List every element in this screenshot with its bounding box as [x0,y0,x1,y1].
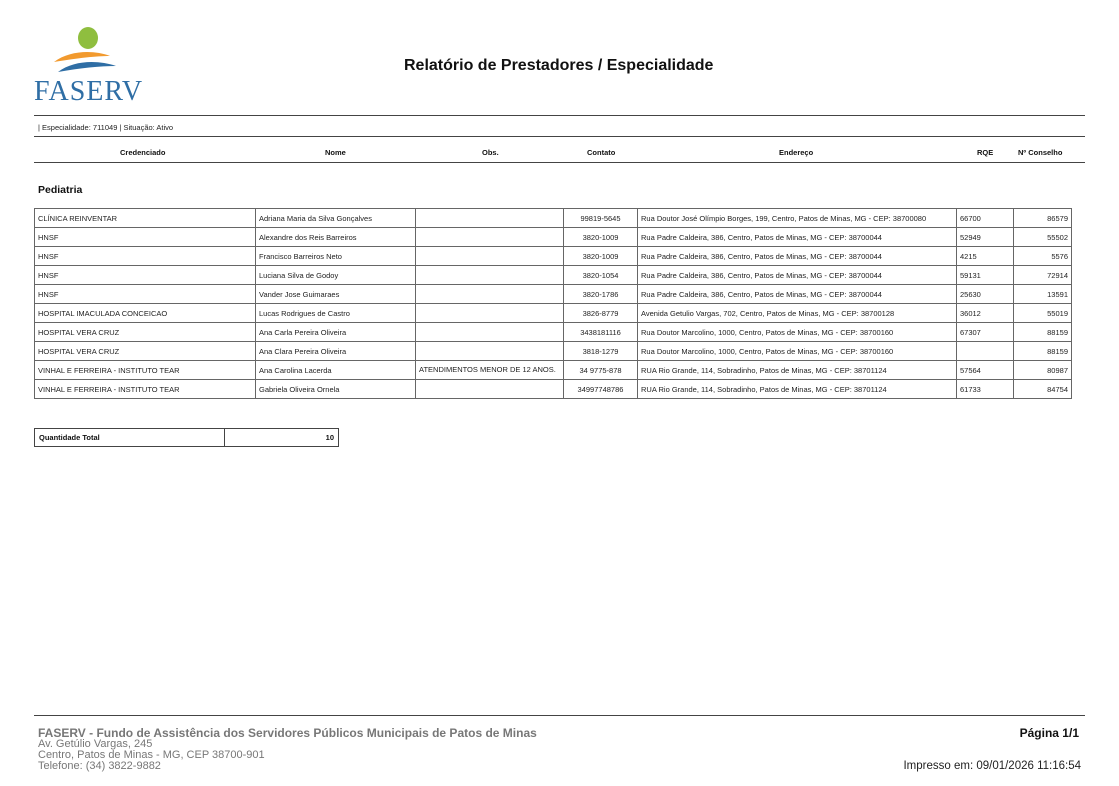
cell-credenciado: HOSPITAL VERA CRUZ [35,323,256,342]
cell-credenciado: HNSF [35,266,256,285]
col-header-nome: Nome [325,148,346,157]
cell-obs [416,342,564,361]
cell-nome: Adriana Maria da Silva Gonçalves [256,209,416,228]
cell-contato: 3820-1786 [564,285,638,304]
cell-endereco: Rua Doutor Marcolino, 1000, Centro, Patos de Minas, MG - CEP: 38700160 [638,323,957,342]
col-header-conselho: Nº Conselho [1018,148,1063,157]
cell-nome: Ana Carolina Lacerda [256,361,416,380]
footer-phone: Telefone: (34) 3822-9882 [38,760,161,772]
cell-credenciado: VINHAL E FERREIRA - INSTITUTO TEAR [35,361,256,380]
cell-conselho: 84754 [1014,380,1072,399]
page-number: Página 1/1 [1019,726,1079,740]
cell-endereco: Avenida Getulio Vargas, 702, Centro, Patos de Minas, MG - CEP: 38700128 [638,304,957,323]
faserv-logo [34,26,144,106]
cell-contato: 34 9775-878 [564,361,638,380]
cell-credenciado: HNSF [35,285,256,304]
cell-nome: Lucas Rodrigues de Castro [256,304,416,323]
cell-conselho: 88159 [1014,323,1072,342]
table-row [35,323,1072,342]
col-header-contato: Contato [587,148,616,157]
cell-nome: Ana Carla Pereira Oliveira [256,323,416,342]
cell-obs [416,304,564,323]
cell-conselho: 55502 [1014,228,1072,247]
cell-rqe: 61733 [957,380,1014,399]
col-header-credenciado: Credenciado [120,148,166,157]
cell-credenciado: CLÍNICA REINVENTAR [35,209,256,228]
column-header-bottom-divider [34,162,1085,163]
table-row [35,266,1072,285]
column-headers [34,148,1085,160]
cell-obs [416,323,564,342]
cell-endereco: Rua Doutor José Olímpio Borges, 199, Centro, Patos de Minas, MG - CEP: 38700080 [638,209,957,228]
header-divider [34,115,1085,116]
faserv-logo-mark-icon [48,26,118,78]
cell-endereco: RUA Rio Grande, 114, Sobradinho, Patos de Minas, MG - CEP: 38701124 [638,380,957,399]
cell-rqe: 57564 [957,361,1014,380]
table-row [35,247,1072,266]
cell-endereco: RUA Rio Grande, 114, Sobradinho, Patos de Minas, MG - CEP: 38701124 [638,361,957,380]
section-title: Pediatria [38,184,83,196]
cell-endereco: Rua Padre Caldeira, 386, Centro, Patos de Minas, MG - CEP: 38700044 [638,247,957,266]
total-value: 10 [225,429,339,447]
cell-obs [416,266,564,285]
cell-endereco: Rua Padre Caldeira, 386, Centro, Patos de Minas, MG - CEP: 38700044 [638,285,957,304]
cell-rqe: 52949 [957,228,1014,247]
cell-nome: Ana Clara Pereira Oliveira [256,342,416,361]
col-header-obs: Obs. [482,148,499,157]
total-table [34,428,339,447]
cell-nome: Luciana Silva de Godoy [256,266,416,285]
cell-credenciado: HOSPITAL IMACULADA CONCEICAO [35,304,256,323]
cell-contato: 3818-1279 [564,342,638,361]
table-row [35,342,1072,361]
providers-table [34,208,1072,399]
cell-contato: 3438181116 [564,323,638,342]
total-label: Quantidade Total [35,429,225,447]
footer-address-city: Centro, Patos de Minas - MG, CEP 38700-901 [38,749,265,761]
cell-contato: 3820-1009 [564,247,638,266]
cell-rqe: 59131 [957,266,1014,285]
cell-conselho: 72914 [1014,266,1072,285]
col-header-rqe: RQE [977,148,994,157]
cell-endereco: Rua Padre Caldeira, 386, Centro, Patos de Minas, MG - CEP: 38700044 [638,266,957,285]
table-row [35,285,1072,304]
col-header-endereco: Endereço [779,148,814,157]
cell-contato: 3820-1054 [564,266,638,285]
cell-endereco: Rua Padre Caldeira, 386, Centro, Patos de Minas, MG - CEP: 38700044 [638,228,957,247]
cell-credenciado: VINHAL E FERREIRA - INSTITUTO TEAR [35,380,256,399]
cell-obs [416,285,564,304]
cell-endereco: Rua Doutor Marcolino, 1000, Centro, Patos de Minas, MG - CEP: 38700160 [638,342,957,361]
cell-obs [416,380,564,399]
table-row [35,304,1072,323]
cell-nome: Vander Jose Guimaraes [256,285,416,304]
cell-conselho: 80987 [1014,361,1072,380]
cell-rqe [957,342,1014,361]
cell-contato: 34997748786 [564,380,638,399]
cell-credenciado: HNSF [35,247,256,266]
cell-conselho: 5576 [1014,247,1072,266]
footer-divider [34,715,1085,716]
cell-conselho: 88159 [1014,342,1072,361]
cell-contato: 99819-5645 [564,209,638,228]
cell-conselho: 13591 [1014,285,1072,304]
cell-conselho: 86579 [1014,209,1072,228]
cell-obs [416,209,564,228]
cell-obs [416,228,564,247]
footer-org-name: FASERV - Fundo de Assistência dos Servidores Públicos Municipais de Patos de Minas [38,726,537,740]
providers-table-body [35,209,1072,399]
cell-rqe: 4215 [957,247,1014,266]
cell-credenciado: HOSPITAL VERA CRUZ [35,342,256,361]
cell-obs [416,247,564,266]
report-title: Relatório de Prestadores / Especialidade [404,57,714,74]
cell-contato: 3826-8779 [564,304,638,323]
cell-rqe: 25630 [957,285,1014,304]
cell-rqe: 36012 [957,304,1014,323]
printed-at: Impresso em: 09/01/2026 11:16:54 [903,760,1081,772]
cell-conselho: 55019 [1014,304,1072,323]
filter-line: | Especialidade: 711049 | Situação: Ativo [38,123,174,132]
cell-rqe: 66700 [957,209,1014,228]
cell-rqe: 67307 [957,323,1014,342]
logo-text: FASERV [34,76,144,107]
table-row [35,380,1072,399]
footer-address-street: Av. Getúlio Vargas, 245 [38,738,153,750]
cell-contato: 3820-1009 [564,228,638,247]
cell-nome: Alexandre dos Reis Barreiros [256,228,416,247]
table-row [35,361,1072,380]
cell-nome: Francisco Barreiros Neto [256,247,416,266]
table-row [35,228,1072,247]
cell-nome: Gabriela Oliveira Ornela [256,380,416,399]
cell-obs: ATENDIMENTOS MENOR DE 12 ANOS. [416,361,564,380]
column-header-top-divider [34,136,1085,137]
table-row [35,209,1072,228]
cell-credenciado: HNSF [35,228,256,247]
total-row [35,429,339,447]
